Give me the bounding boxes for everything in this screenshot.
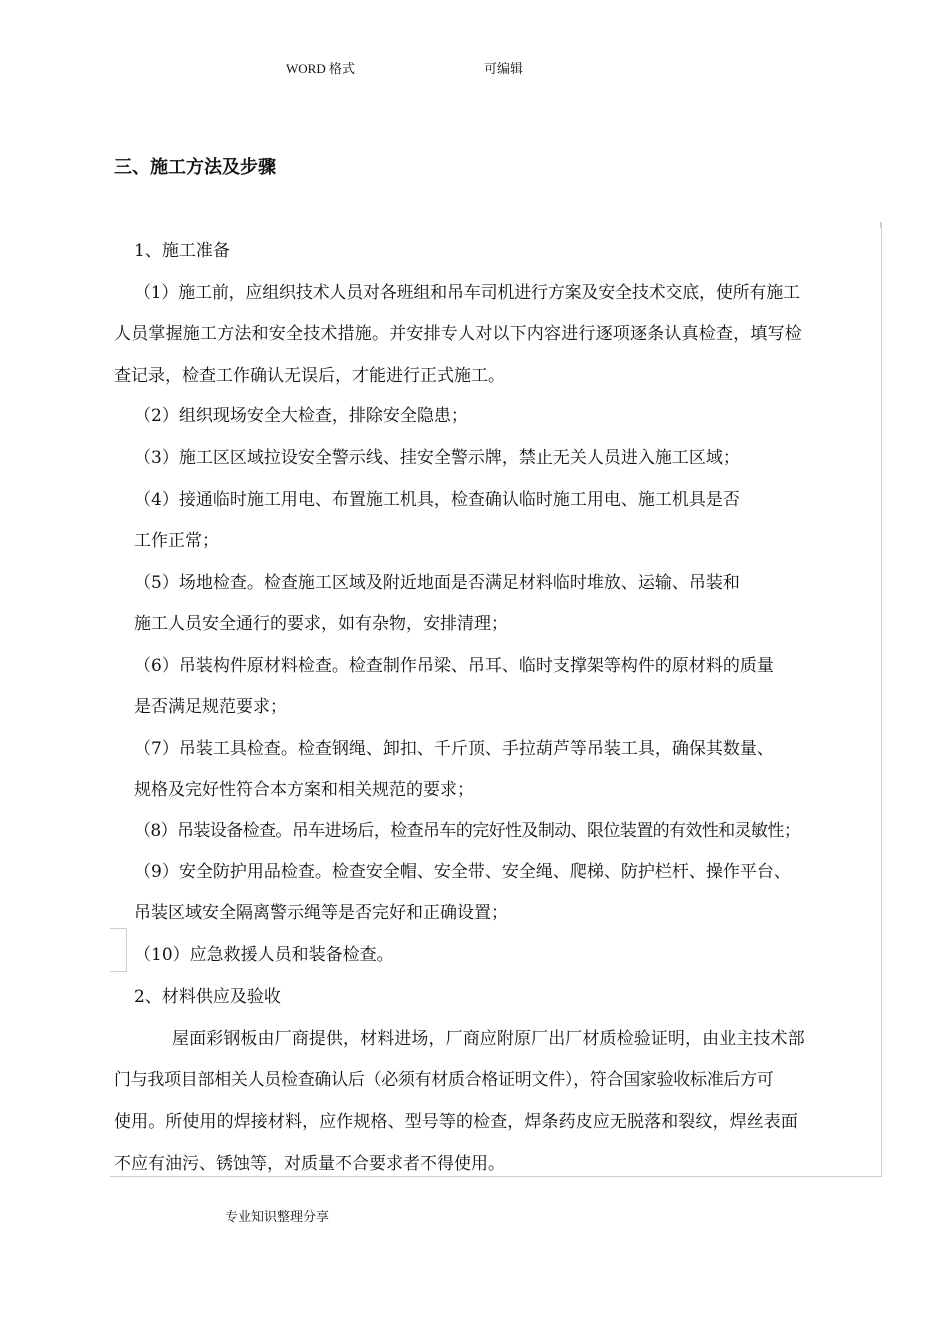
text-line: 是否满足规范要求； — [134, 697, 287, 717]
text-line: （7）吊装工具检查。检查钢绳、卸扣、千斤顶、手拉葫芦等吊装工具，确保其数量、 — [134, 739, 774, 759]
page-header-right: 可编辑 — [484, 61, 524, 76]
text-line: （4）接通临时施工用电、布置施工机具，检查确认临时施工用电、施工机具是否 — [134, 490, 740, 510]
text-line: （8）吊装设备检查。吊车进场后，检查吊车的完好性及制动、限位装置的有效性和灵敏性； — [134, 821, 801, 841]
text-line: 人员掌握施工方法和安全技术措施。并安排专人对以下内容进行逐项逐条认真检查，填写检 — [114, 324, 802, 344]
text-line: （6）吊装构件原材料检查。检查制作吊梁、吊耳、临时支撑架等构件的原材料的质量 — [134, 656, 774, 676]
text-line: （9）安全防护用品检查。检查安全帽、安全带、安全绳、爬梯、防护栏杆、操作平台、 — [134, 862, 791, 882]
subheading-materials: 2、材料供应及验收 — [134, 987, 281, 1007]
subheading-prep: 1、施工准备 — [134, 241, 230, 261]
bracket-mark — [110, 928, 127, 972]
text-line: 屋面彩钢板由厂商提供，材料进场，厂商应附原厂出厂材质检验证明，由业主技术部 — [172, 1029, 805, 1049]
text-line: （1）施工前，应组织技术人员对各班组和吊车司机进行方案及安全技术交底，使所有施工 — [134, 283, 800, 303]
text-line: 规格及完好性符合本方案和相关规范的要求； — [134, 780, 474, 800]
text-line: （10）应急救援人员和装备检查。 — [134, 945, 394, 965]
page-footer: 专业知识整理分享 — [225, 1210, 330, 1225]
text-line: （3）施工区区域拉设安全警示线、挂安全警示牌，禁止无关人员进入施工区域； — [134, 448, 740, 468]
page-header-left: WORD 格式 — [286, 61, 355, 76]
text-line: 工作正常； — [134, 531, 219, 551]
content-frame-top-mark — [880, 222, 882, 228]
text-line: （5）场地检查。检查施工区域及附近地面是否满足材料临时堆放、运输、吊装和 — [134, 573, 740, 593]
content-frame-right — [881, 222, 882, 1177]
text-line: 施工人员安全通行的要求，如有杂物，安排清理； — [134, 614, 508, 634]
text-line: 查记录，检查工作确认无误后，才能进行正式施工。 — [114, 366, 505, 386]
text-line: 不应有油污、锈蚀等，对质量不合要求者不得使用。 — [114, 1154, 505, 1174]
text-line: （2）组织现场安全大检查，排除安全隐患； — [134, 406, 468, 426]
section-title: 三、施工方法及步骤 — [114, 157, 276, 178]
text-line: 使用。所使用的焊接材料，应作规格、型号等的检查，焊条药皮应无脱落和裂纹，焊丝表面 — [114, 1112, 798, 1132]
content-frame-bottom — [110, 1176, 882, 1177]
text-line: 吊装区域安全隔离警示绳等是否完好和正确设置； — [134, 903, 508, 923]
text-line: 门与我项目部相关人员检查确认后（必须有材质合格证明文件），符合国家验收标准后方可 — [114, 1070, 774, 1090]
